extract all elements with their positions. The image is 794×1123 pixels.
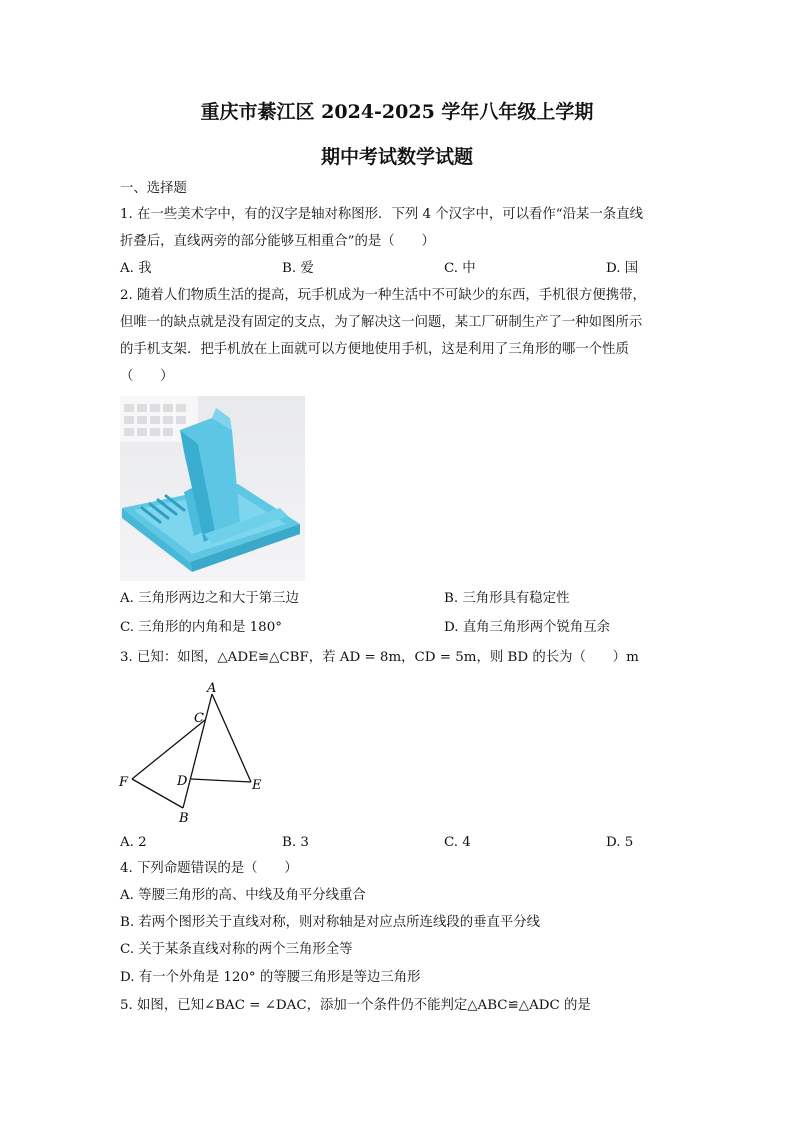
segment-ae (212, 694, 251, 782)
question-5-line-1: 5. 如图，已知∠BAC = ∠DAC，添加一个条件仍不能判定△ABC≌△ADC 的是 (120, 998, 591, 1013)
q2-option-b: B. 三角形具有稳定性 (444, 591, 570, 606)
label-a: A (207, 681, 217, 696)
question-2-line-3: 的手机支架．把手机放在上面就可以方便地使用手机，这是利用了三角形的哪一个性质 (120, 342, 629, 357)
question-4-line-1: 4. 下列命题错误的是（ ） (120, 861, 298, 876)
question-1-line-2: 折叠后，直线两旁的部分能够互相重合”的是（ ） (120, 234, 435, 249)
q2-option-d: D. 直角三角形两个锐角互余 (444, 620, 611, 635)
question-2-line-4: （ ） (120, 369, 174, 384)
label-f: F (119, 775, 129, 790)
q3-option-d: D. 5 (606, 835, 634, 850)
segment-fc (132, 720, 205, 779)
q1-option-a: A. 我 (120, 261, 152, 276)
q1-option-d: D. 国 (606, 261, 639, 276)
question-2-line-1: 2. 随着人们物质生活的提高，玩手机成为一种生活中不可缺少的东西，手机很方便携带， (120, 288, 646, 303)
label-c: C (194, 711, 204, 726)
q2-option-c: C. 三角形的内角和是 180° (120, 620, 282, 635)
question-3-line-1: 3. 已知：如图，△ADE≌△CBF，若 AD = 8m，CD = 5m，则 BD 的长为（ ）m (120, 650, 639, 665)
q4-option-a: A. 等腰三角形的高、中线及角平分线重合 (120, 888, 366, 903)
question-2-line-2: 但唯一的缺点就是没有固定的支点，为了解决这一问题，某工厂研制生产了一种如图所示 (120, 315, 643, 330)
q4-option-b: B. 若两个图形关于直线对称，则对称轴是对应点所连线段的垂直平分线 (120, 915, 541, 930)
q1-option-b: B. 爱 (282, 261, 314, 276)
q2-option-a: A. 三角形两边之和大于第三边 (120, 591, 299, 606)
q4-option-d: D. 有一个外角是 120° 的等腰三角形是等边三角形 (120, 970, 421, 985)
question-1-line-1: 1. 在一些美术字中，有的汉字是轴对称图形．下列 4 个汉字中，可以看作“沿某一条直线 (120, 207, 643, 222)
label-b: B (179, 811, 189, 826)
q4-option-c: C. 关于某条直线对称的两个三角形全等 (120, 942, 353, 957)
label-d: D (177, 774, 188, 789)
phone-stand-photo (120, 396, 305, 581)
q3-option-c: C. 4 (444, 835, 471, 850)
page-title-line1: 重庆市綦江区 2024-2025 学年八年级上学期 (200, 101, 594, 123)
q3-option-a: A. 2 (120, 835, 147, 850)
label-e: E (252, 778, 262, 793)
triangle-figure (114, 678, 274, 828)
q1-option-c: C. 中 (444, 261, 476, 276)
page-title-line2: 期中考试数学试题 (320, 146, 473, 168)
segment-fb (132, 779, 183, 808)
segment-de (191, 779, 251, 782)
q3-option-b: B. 3 (282, 835, 309, 850)
section-heading: 一、选择题 (120, 181, 187, 196)
